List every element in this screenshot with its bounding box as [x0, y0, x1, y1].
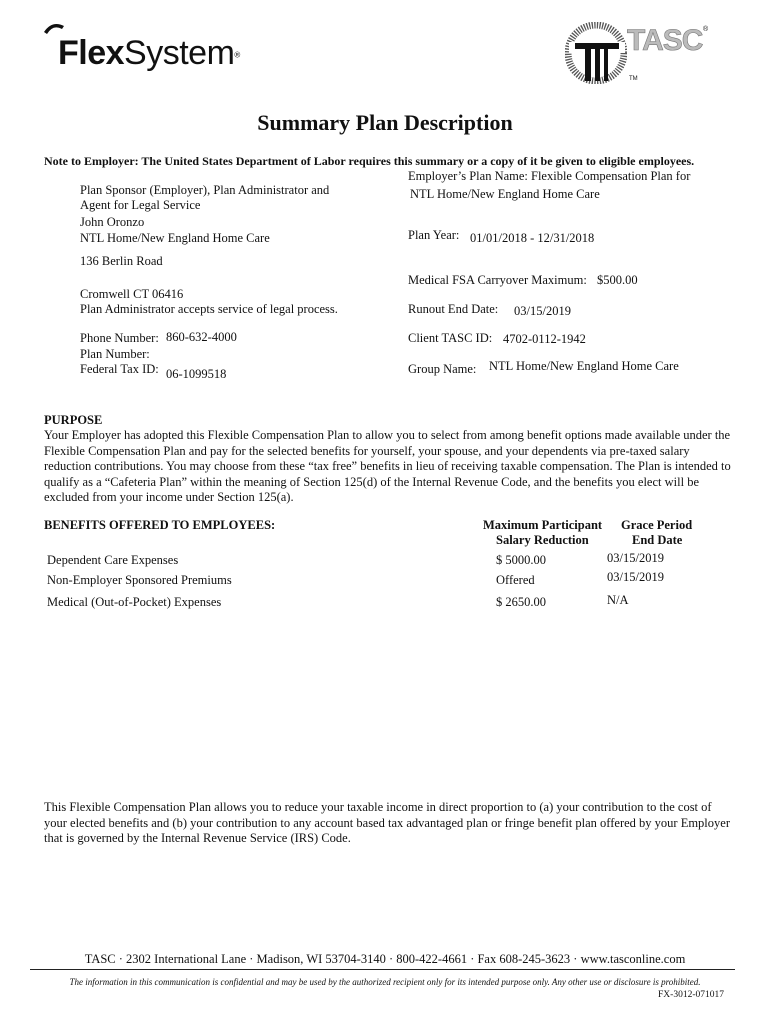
footer-divider	[30, 969, 735, 970]
purpose-heading: PURPOSE	[44, 413, 103, 427]
plan-number-label: Plan Number:	[80, 347, 150, 361]
group-name-value: NTL Home/New England Home Care	[489, 359, 679, 373]
footer-address: TASC · 2302 International Lane · Madison, WI 53704-3140 · 800-422-4661 · Fax 608-245-3623 · www.tasconline.com	[84, 952, 686, 966]
carryover-value: $500.00	[597, 273, 638, 287]
form-id: FX-3012-071017	[658, 990, 724, 1000]
sponsor-label-line2: Agent for Legal Service	[80, 198, 201, 212]
logo-flex-text: Flex	[58, 34, 125, 72]
logo-registered-mark: ®	[234, 50, 241, 60]
runout-label: Runout End Date:	[408, 302, 499, 316]
purpose-text: Your Employer has adopted this Flexible Compensation Plan to allow you to select from among benefit options made available under the Flexible Compensation Plan and pay for the selected benefits for yourself, your spouse, and your dependents via pre-taxed salary reduction contributions. You may choose from these “tax free” benefits in lieu of receiving taxable compensation. The Plan is intended to qualify as a “Cafeteria Plan” within the meaning of Section 125(d) of the Internal Revenue Code, and the benefits you elect will be excluded from your income under Section 125(a).	[44, 428, 731, 505]
benefit-name: Medical (Out-of-Pocket) Expenses	[47, 595, 222, 609]
benefit-name: Non-Employer Sponsored Premiums	[47, 573, 232, 587]
tasc-emblem-icon	[565, 22, 627, 84]
tasc-trademark: TM	[629, 76, 638, 82]
page-title: Summary Plan Description	[257, 110, 513, 135]
sponsor-street: 136 Berlin Road	[80, 254, 163, 268]
sponsor-city: Cromwell CT 06416	[80, 287, 184, 301]
closing-text: This Flexible Compensation Plan allows you to reduce your taxable income in direct proportion to (a) your contribution to the cost of your elected benefits and (b) your contribution to any account based tax advantaged plan or fringe benefit plan offered by your Employer that is governed by the Internal Revenue Service (IRS) Code.	[44, 800, 730, 846]
tasc-registered-mark: ®	[703, 26, 709, 33]
sponsor-company: NTL Home/New England Home Care	[80, 231, 270, 245]
plan-year-label: Plan Year:	[408, 228, 460, 242]
benefit-max: Offered	[496, 573, 535, 587]
phone-value: 860-632-4000	[166, 330, 237, 344]
carryover-label: Medical FSA Carryover Maximum:	[408, 273, 587, 287]
group-name-label: Group Name:	[408, 362, 477, 376]
phone-label: Phone Number:	[80, 331, 159, 345]
benefit-name: Dependent Care Expenses	[47, 553, 179, 567]
tax-id-value: 06-1099518	[166, 367, 227, 381]
tasc-logo	[565, 22, 715, 84]
logo-system-text: System	[124, 34, 235, 72]
client-id-value: 4702-0112-1942	[503, 332, 586, 346]
col-grace-header-line1: Grace Period	[621, 518, 693, 532]
sponsor-label-line1: Plan Sponsor (Employer), Plan Administrator and	[80, 183, 330, 197]
benefit-grace: 03/15/2019	[607, 551, 664, 565]
col-max-header-line1: Maximum Participant	[483, 518, 603, 532]
confidentiality-notice: The information in this communication is confidential and may be used by the authorized recipient only for its intended purpose only. Any other use or disclosure is prohibited.	[69, 977, 701, 987]
legal-process-note: Plan Administrator accepts service of legal process.	[80, 302, 338, 316]
tasc-wordmark: TASC	[627, 24, 703, 57]
plan-name-label: Employer’s Plan Name: Flexible Compensation Plan for	[408, 169, 691, 183]
client-id-label: Client TASC ID:	[408, 331, 493, 345]
benefit-grace: N/A	[607, 593, 629, 607]
employer-note: Note to Employer: The United States Department of Labor requires this summary or a copy of it be given to eligible employees.	[44, 154, 695, 168]
plan-name-value: NTL Home/New England Home Care	[410, 187, 600, 201]
tax-id-label: Federal Tax ID:	[80, 362, 159, 376]
benefit-grace: 03/15/2019	[607, 570, 664, 584]
benefits-heading: BENEFITS OFFERED TO EMPLOYEES:	[44, 518, 276, 532]
runout-value: 03/15/2019	[514, 304, 571, 318]
plan-year-value: 01/01/2018 - 12/31/2018	[470, 231, 595, 245]
contact-name: John Oronzo	[80, 215, 145, 229]
col-grace-header-line2: End Date	[632, 533, 683, 547]
col-max-header-line2: Salary Reduction	[496, 533, 589, 547]
benefit-max: $ 2650.00	[496, 595, 546, 609]
benefit-max: $ 5000.00	[496, 553, 546, 567]
